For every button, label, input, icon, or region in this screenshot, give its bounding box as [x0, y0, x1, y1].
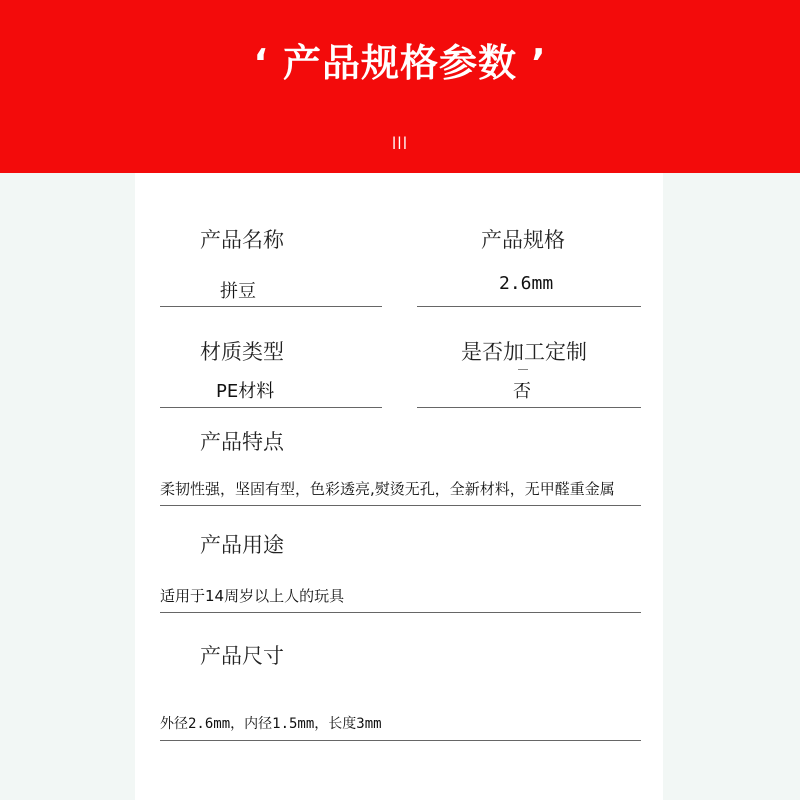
divider-line	[160, 505, 641, 506]
product-name-label: 产品名称	[200, 228, 284, 252]
features-value: 柔韧性强，坚固有型，色彩透亮,熨烫无孔，全新材料，无甲醛重金属	[160, 480, 615, 498]
customization-value: 否	[513, 381, 531, 402]
usage-value: 适用于14周岁以上人的玩具	[160, 587, 345, 605]
product-spec-label: 产品规格	[481, 228, 565, 252]
decorative-marks: |||	[391, 135, 409, 149]
divider-line	[160, 306, 382, 307]
page-title: ‘ 产品规格参数 ’	[253, 41, 547, 85]
features-label: 产品特点	[200, 430, 284, 454]
divider-line	[160, 612, 641, 613]
material-label: 材质类型	[200, 340, 284, 364]
header-banner	[0, 0, 800, 173]
product-spec-value: 2.6mm	[499, 273, 554, 294]
dimensions-label: 产品尺寸	[200, 644, 284, 668]
dimensions-value: 外径2.6mm，内径1.5mm，长度3mm	[160, 716, 382, 732]
decorative-dash	[518, 369, 528, 370]
divider-line	[160, 407, 382, 408]
product-name-value: 拼豆	[220, 281, 256, 302]
divider-line	[160, 740, 641, 741]
customization-label: 是否加工定制	[461, 340, 587, 364]
divider-line	[417, 306, 641, 307]
material-value: PE材料	[216, 381, 275, 402]
usage-label: 产品用途	[200, 533, 284, 557]
divider-line	[417, 407, 641, 408]
